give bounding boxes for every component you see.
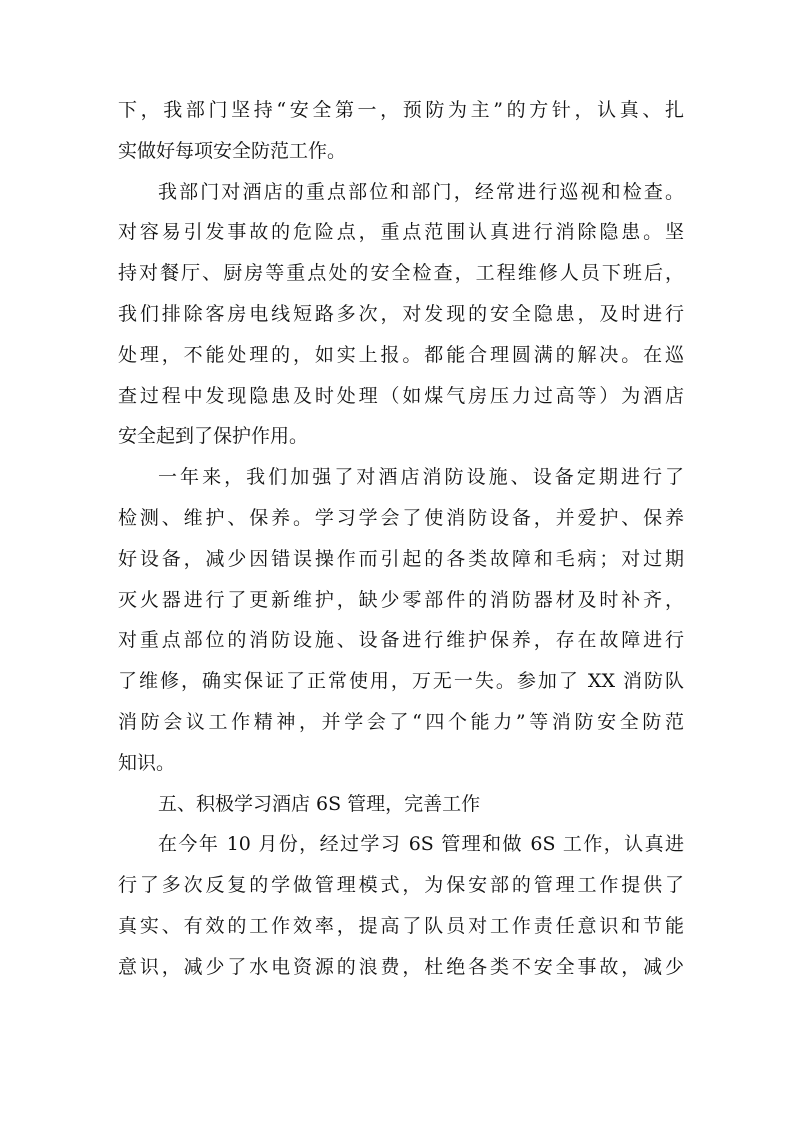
document-body [118, 90, 684, 988]
text-line: 了维修，确实保证了正常使用，万无一失。参加了 XX 消防队 [118, 670, 684, 693]
paragraph-inspection [118, 172, 684, 458]
text-line: 一年来，我们加强了对酒店消防设施、设备定期进行了 [158, 466, 684, 489]
text-line: 灭火器进行了更新维护，缺少零部件的消防器材及时补齐， [118, 588, 684, 611]
paragraph-six-s [118, 824, 684, 987]
text-line: 持对餐厅、厨房等重点处的安全检查，工程维修人员下班后， [118, 262, 684, 285]
text-line: 我们排除客房电线短路多次，对发现的安全隐患，及时进行 [118, 302, 684, 325]
section-heading: 五、积极学习酒店 6S 管理，完善工作 [158, 792, 481, 815]
paragraph-fire-equipment [118, 457, 684, 783]
text-line: 消防会议工作精神，并学会了“四个能力”等消防安全防范 [118, 710, 684, 733]
section-five-heading [118, 784, 684, 825]
text-line: 行了多次反复的学做管理模式，为保安部的管理工作提供了 [118, 874, 684, 897]
paragraph-intro-tail [118, 90, 684, 172]
text-line: 知识。 [118, 751, 176, 774]
text-line: 处理，不能处理的，如实上报。都能合理圆满的解决。在巡 [118, 343, 684, 366]
text-line: 我部门对酒店的重点部位和部门，经常进行巡视和检查。 [158, 180, 684, 203]
text-line: 好设备，减少因错误操作而引起的各类故障和毛病；对过期 [118, 547, 684, 570]
text-line: 检测、维护、保养。学习学会了使消防设备，并爱护、保养 [118, 506, 684, 529]
text-line: 真实、有效的工作效率，提高了队员对工作责任意识和节能 [118, 914, 684, 937]
text-line: 对重点部位的消防设施、设备进行维护保养，存在故障进行 [118, 629, 684, 652]
text-line: 下，我部门坚持“安全第一，预防为主”的方针，认真、扎 [118, 99, 684, 121]
text-line: 意识，减少了水电资源的浪费，杜绝各类不安全事故，减少 [118, 955, 684, 978]
text-line: 实做好每项安全防范工作。 [118, 139, 347, 162]
text-line: 对容易引发事故的危险点，重点范围认真进行消除隐患。坚 [118, 221, 684, 244]
text-line: 在今年 10 月份，经过学习 6S 管理和做 6S 工作，认真进 [158, 833, 684, 856]
text-line: 查过程中发现隐患及时处理（如煤气房压力过高等）为酒店 [118, 384, 684, 407]
text-line: 安全起到了保护作用。 [118, 425, 309, 448]
